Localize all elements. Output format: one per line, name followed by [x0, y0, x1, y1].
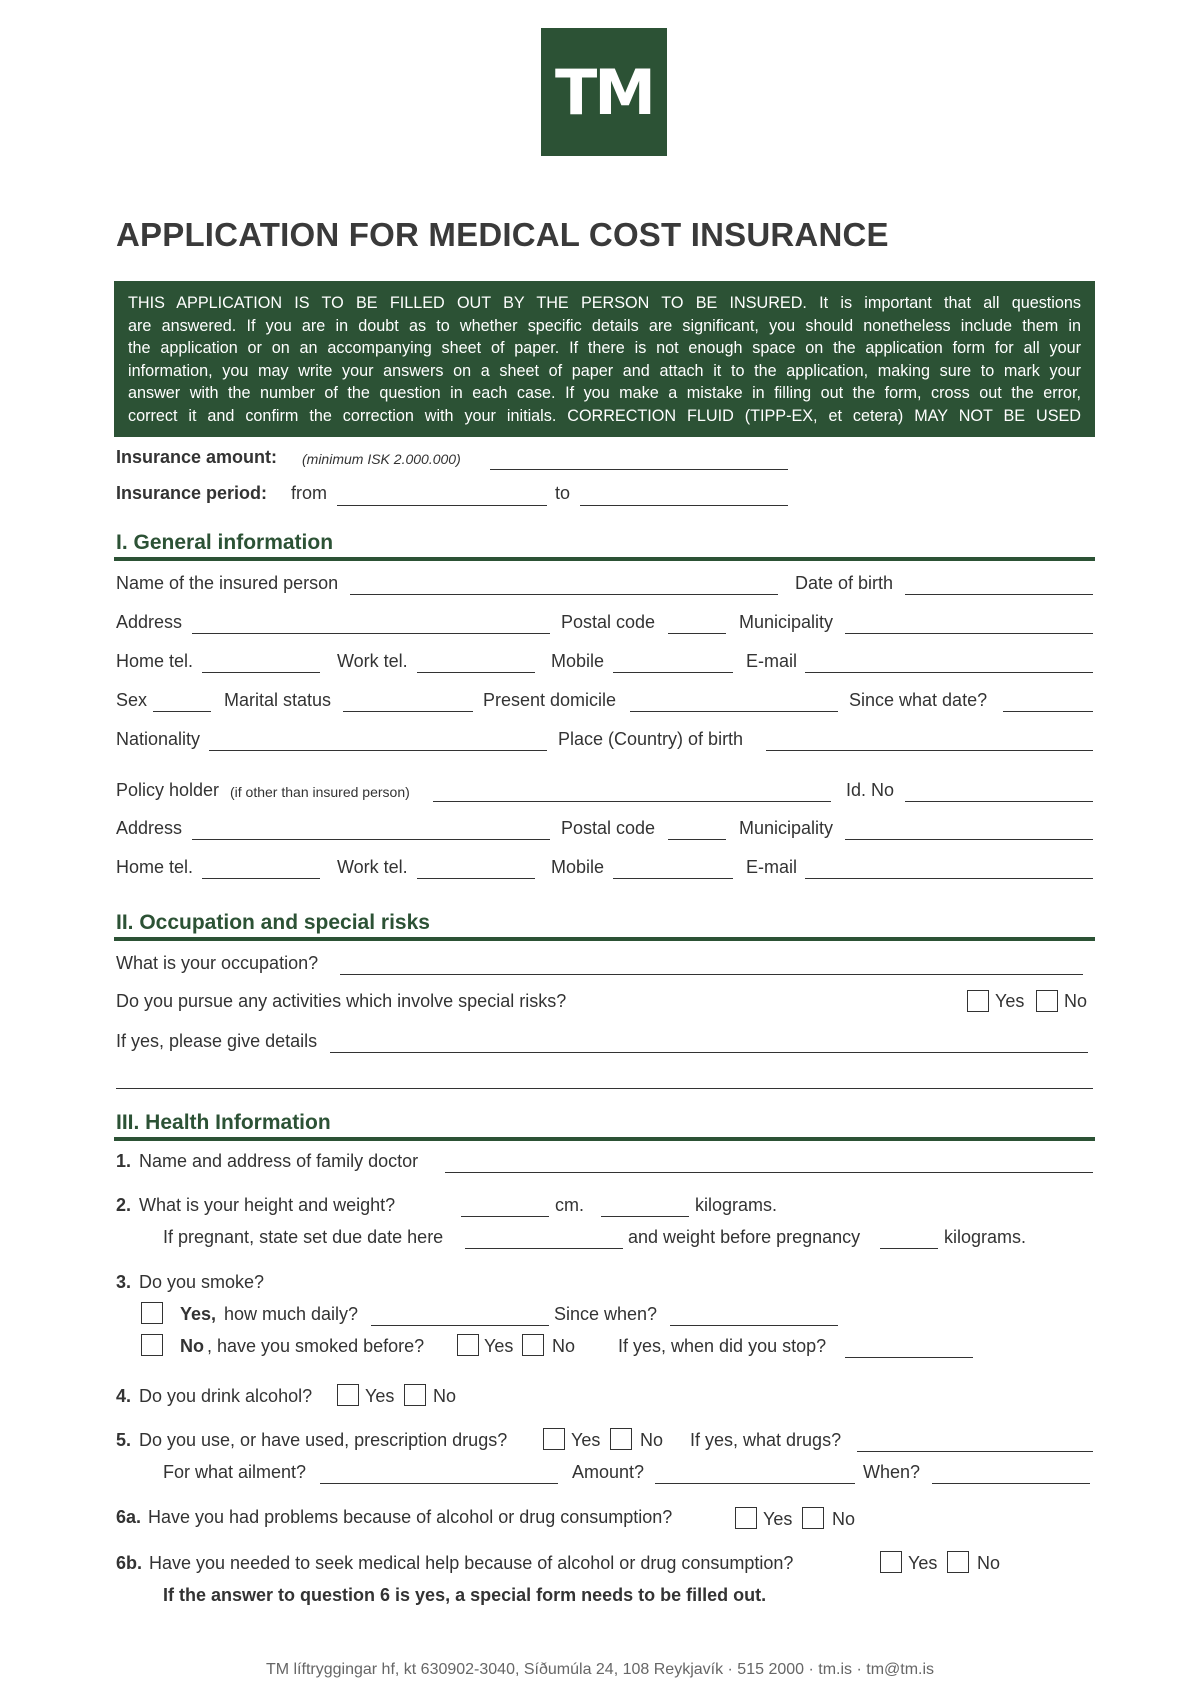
id-no-field[interactable]	[905, 801, 1093, 802]
question-number: 4.	[116, 1386, 132, 1406]
section-occupation-heading: II. Occupation and special risks	[116, 911, 430, 934]
since-date-field[interactable]	[1003, 711, 1093, 712]
since-date-label: Since what date?	[849, 690, 988, 710]
postal-label: Postal code	[561, 818, 656, 838]
risks-yes-checkbox[interactable]	[967, 990, 989, 1012]
address-field[interactable]	[192, 633, 550, 634]
sex-label: Sex	[116, 690, 148, 710]
section-rule	[114, 557, 1095, 561]
policy-holder-field[interactable]	[433, 801, 831, 802]
ailment-label: For what ailment?	[163, 1462, 307, 1482]
ailment-field[interactable]	[320, 1483, 558, 1484]
insurance-amount-field[interactable]	[490, 469, 788, 470]
postal-label: Postal code	[561, 612, 656, 632]
domicile-field[interactable]	[630, 711, 838, 712]
smoked-before-no-checkbox[interactable]	[522, 1334, 544, 1356]
intro-line: THIS APPLICATION IS TO BE FILLED OUT BY THE PERSON TO BE INSURED. It is important that all questions	[128, 294, 1081, 312]
special-form-note: If the answer to question 6 is yes, a special form needs to be filled out.	[163, 1585, 767, 1605]
due-date-field[interactable]	[465, 1248, 623, 1249]
yes-label: Yes	[763, 1509, 793, 1529]
postal-field[interactable]	[668, 633, 726, 634]
cm-label: cm.	[555, 1195, 584, 1215]
email-label: E-mail	[746, 651, 798, 671]
family-doctor-label: Name and address of family doctor	[139, 1151, 419, 1171]
amount-label: Amount?	[572, 1462, 645, 1482]
page-title: APPLICATION FOR MEDICAL COST INSURANCE	[116, 216, 889, 253]
municipality-label: Municipality	[739, 818, 834, 838]
prescription-label: Do you use, or have used, prescription drugs?	[139, 1430, 508, 1450]
marital-field[interactable]	[343, 711, 473, 712]
policy-work-tel-field[interactable]	[417, 878, 535, 879]
yes-label: Yes	[908, 1553, 938, 1573]
section-general-heading: I. General information	[116, 531, 334, 554]
amount-field[interactable]	[655, 1483, 855, 1484]
question-number: 6a.	[116, 1507, 142, 1527]
alcohol-label: Do you drink alcohol?	[139, 1386, 313, 1406]
instructions-box	[114, 281, 1095, 437]
no-label: No	[977, 1553, 1001, 1573]
home-tel-label: Home tel.	[116, 857, 194, 877]
intro-line: the application or on an accompanying sheet of paper. If there is not enough space on the application form for all your	[128, 339, 1081, 358]
when-label: When?	[863, 1462, 921, 1482]
marital-label: Marital status	[224, 690, 332, 710]
occupation-field[interactable]	[340, 974, 1083, 975]
due-date-label: If pregnant, state set due date here	[163, 1227, 444, 1247]
when-stop-label: If yes, when did you stop?	[618, 1336, 827, 1356]
intro-line: are answered. If you are in doubt as to whether specific details are significant, you should nonetheless include them in	[128, 316, 1081, 335]
drugs-yes-checkbox[interactable]	[543, 1428, 565, 1450]
work-tel-field[interactable]	[417, 672, 535, 673]
height-field[interactable]	[461, 1216, 549, 1217]
weight-field[interactable]	[601, 1216, 689, 1217]
alcohol-problems-label: Have you had problems because of alcohol or drug consumption?	[148, 1507, 673, 1527]
alcohol-yes-checkbox[interactable]	[337, 1384, 359, 1406]
question-number: 2.	[116, 1195, 132, 1215]
question-number: 5.	[116, 1430, 132, 1450]
footer-contact: TM líftryggingar hf, kt 630902-3040, Síðumúla 24, 108 Reykjavík · 515 2000 · tm.is · tm@tm.is	[265, 1661, 935, 1678]
insurance-amount-label: Insurance amount:	[116, 447, 278, 467]
policy-holder-note: (if other than insured person)	[230, 784, 410, 800]
insurance-amount-note: (minimum ISK 2.000.000)	[302, 451, 461, 467]
what-drugs-field[interactable]	[857, 1451, 1093, 1452]
section-rule	[114, 1137, 1095, 1141]
help-yes-checkbox[interactable]	[880, 1551, 902, 1573]
daily-amount-field[interactable]	[371, 1325, 549, 1326]
policy-municipality-field[interactable]	[845, 839, 1093, 840]
policy-home-tel-field[interactable]	[202, 878, 320, 879]
details-field-2[interactable]	[116, 1088, 1093, 1089]
sex-field[interactable]	[153, 711, 211, 712]
since-when-label: Since when?	[554, 1304, 658, 1324]
no-label: No	[433, 1386, 457, 1406]
policy-mobile-field[interactable]	[613, 878, 733, 879]
address-label: Address	[116, 818, 183, 838]
kg-label: kilograms.	[695, 1195, 778, 1215]
tm-logo: TM	[541, 28, 667, 156]
id-no-label: Id. No	[846, 780, 895, 800]
problems-yes-checkbox[interactable]	[735, 1507, 757, 1529]
smoke-no-label: No	[180, 1336, 204, 1356]
place-birth-label: Place (Country) of birth	[558, 729, 744, 749]
when-stop-field[interactable]	[845, 1357, 973, 1358]
place-birth-field[interactable]	[766, 750, 1093, 751]
email-field[interactable]	[805, 672, 1093, 673]
no-label: No	[1064, 991, 1088, 1011]
no-label: No	[552, 1336, 576, 1356]
work-tel-label: Work tel.	[337, 857, 408, 877]
yes-label: Yes	[995, 991, 1025, 1011]
weight-before-label: and weight before pregnancy	[628, 1227, 861, 1247]
home-tel-field[interactable]	[202, 672, 320, 673]
domicile-label: Present domicile	[483, 690, 617, 710]
period-to-field[interactable]	[580, 505, 788, 506]
no-label: No	[640, 1430, 664, 1450]
special-risks-label: Do you pursue any activities which involve special risks?	[116, 991, 567, 1011]
drugs-no-checkbox[interactable]	[610, 1428, 632, 1450]
smoke-yes-checkbox[interactable]	[141, 1302, 163, 1324]
question-number: 3.	[116, 1272, 132, 1292]
yes-label: Yes	[365, 1386, 395, 1406]
policy-email-field[interactable]	[805, 878, 1093, 879]
risks-no-checkbox[interactable]	[1036, 990, 1058, 1012]
smoked-before-yes-checkbox[interactable]	[457, 1334, 479, 1356]
intro-line: answer with the number of the question in each case. If you make a mistake in filling out the form, cross out the error,	[128, 384, 1081, 403]
mobile-field[interactable]	[613, 672, 733, 673]
dob-field[interactable]	[905, 594, 1093, 595]
section-health-heading: III. Health Information	[116, 1111, 331, 1134]
intro-line: information, you may write your answers on a sheet of paper and attach it to the application, making sure to mark your	[128, 361, 1081, 380]
section-rule	[114, 937, 1095, 941]
when-field[interactable]	[932, 1483, 1090, 1484]
problems-no-checkbox[interactable]	[802, 1507, 824, 1529]
policy-address-field[interactable]	[192, 839, 550, 840]
what-drugs-label: If yes, what drugs?	[690, 1430, 842, 1450]
intro-line: correct it and confirm the correction with your initials. CORRECTION FLUID (TIPP-EX, et cetera) MAY NOT BE USED	[128, 406, 1081, 425]
mobile-label: Mobile	[551, 857, 605, 877]
dob-label: Date of birth	[795, 573, 894, 593]
municipality-label: Municipality	[739, 612, 834, 632]
address-label: Address	[116, 612, 183, 632]
municipality-field[interactable]	[845, 633, 1093, 634]
policy-postal-field[interactable]	[668, 839, 726, 840]
from-label: from	[291, 483, 327, 503]
help-no-checkbox[interactable]	[947, 1551, 969, 1573]
details-label: If yes, please give details	[116, 1031, 318, 1051]
since-when-field[interactable]	[670, 1325, 838, 1326]
weight-before-field[interactable]	[880, 1248, 938, 1249]
kg-label: kilograms.	[944, 1227, 1027, 1247]
family-doctor-field[interactable]	[445, 1172, 1093, 1173]
nationality-field[interactable]	[209, 750, 547, 751]
no-label: No	[832, 1509, 856, 1529]
period-from-field[interactable]	[337, 505, 547, 506]
to-label: to	[555, 483, 571, 503]
policy-holder-label: Policy holder	[116, 780, 220, 800]
smoke-no-checkbox[interactable]	[141, 1334, 163, 1356]
smoked-before-label: , have you smoked before?	[207, 1336, 425, 1356]
insurance-period-label: Insurance period:	[116, 483, 268, 503]
question-number: 6b.	[116, 1553, 143, 1573]
height-weight-label: What is your height and weight?	[139, 1195, 396, 1215]
details-field[interactable]	[330, 1052, 1088, 1053]
smoke-label: Do you smoke?	[139, 1272, 265, 1292]
nationality-label: Nationality	[116, 729, 201, 749]
smoke-yes-label: Yes,	[180, 1304, 217, 1324]
email-label: E-mail	[746, 857, 798, 877]
question-number: 1.	[116, 1151, 132, 1171]
name-label: Name of the insured person	[116, 573, 339, 593]
work-tel-label: Work tel.	[337, 651, 408, 671]
home-tel-label: Home tel.	[116, 651, 194, 671]
mobile-label: Mobile	[551, 651, 605, 671]
yes-label: Yes	[484, 1336, 514, 1356]
alcohol-no-checkbox[interactable]	[404, 1384, 426, 1406]
name-field[interactable]	[350, 594, 778, 595]
daily-amount-label: how much daily?	[224, 1304, 359, 1324]
medical-help-label: Have you needed to seek medical help because of alcohol or drug consumption?	[149, 1553, 794, 1573]
yes-label: Yes	[571, 1430, 601, 1450]
occupation-label: What is your occupation?	[116, 953, 319, 973]
